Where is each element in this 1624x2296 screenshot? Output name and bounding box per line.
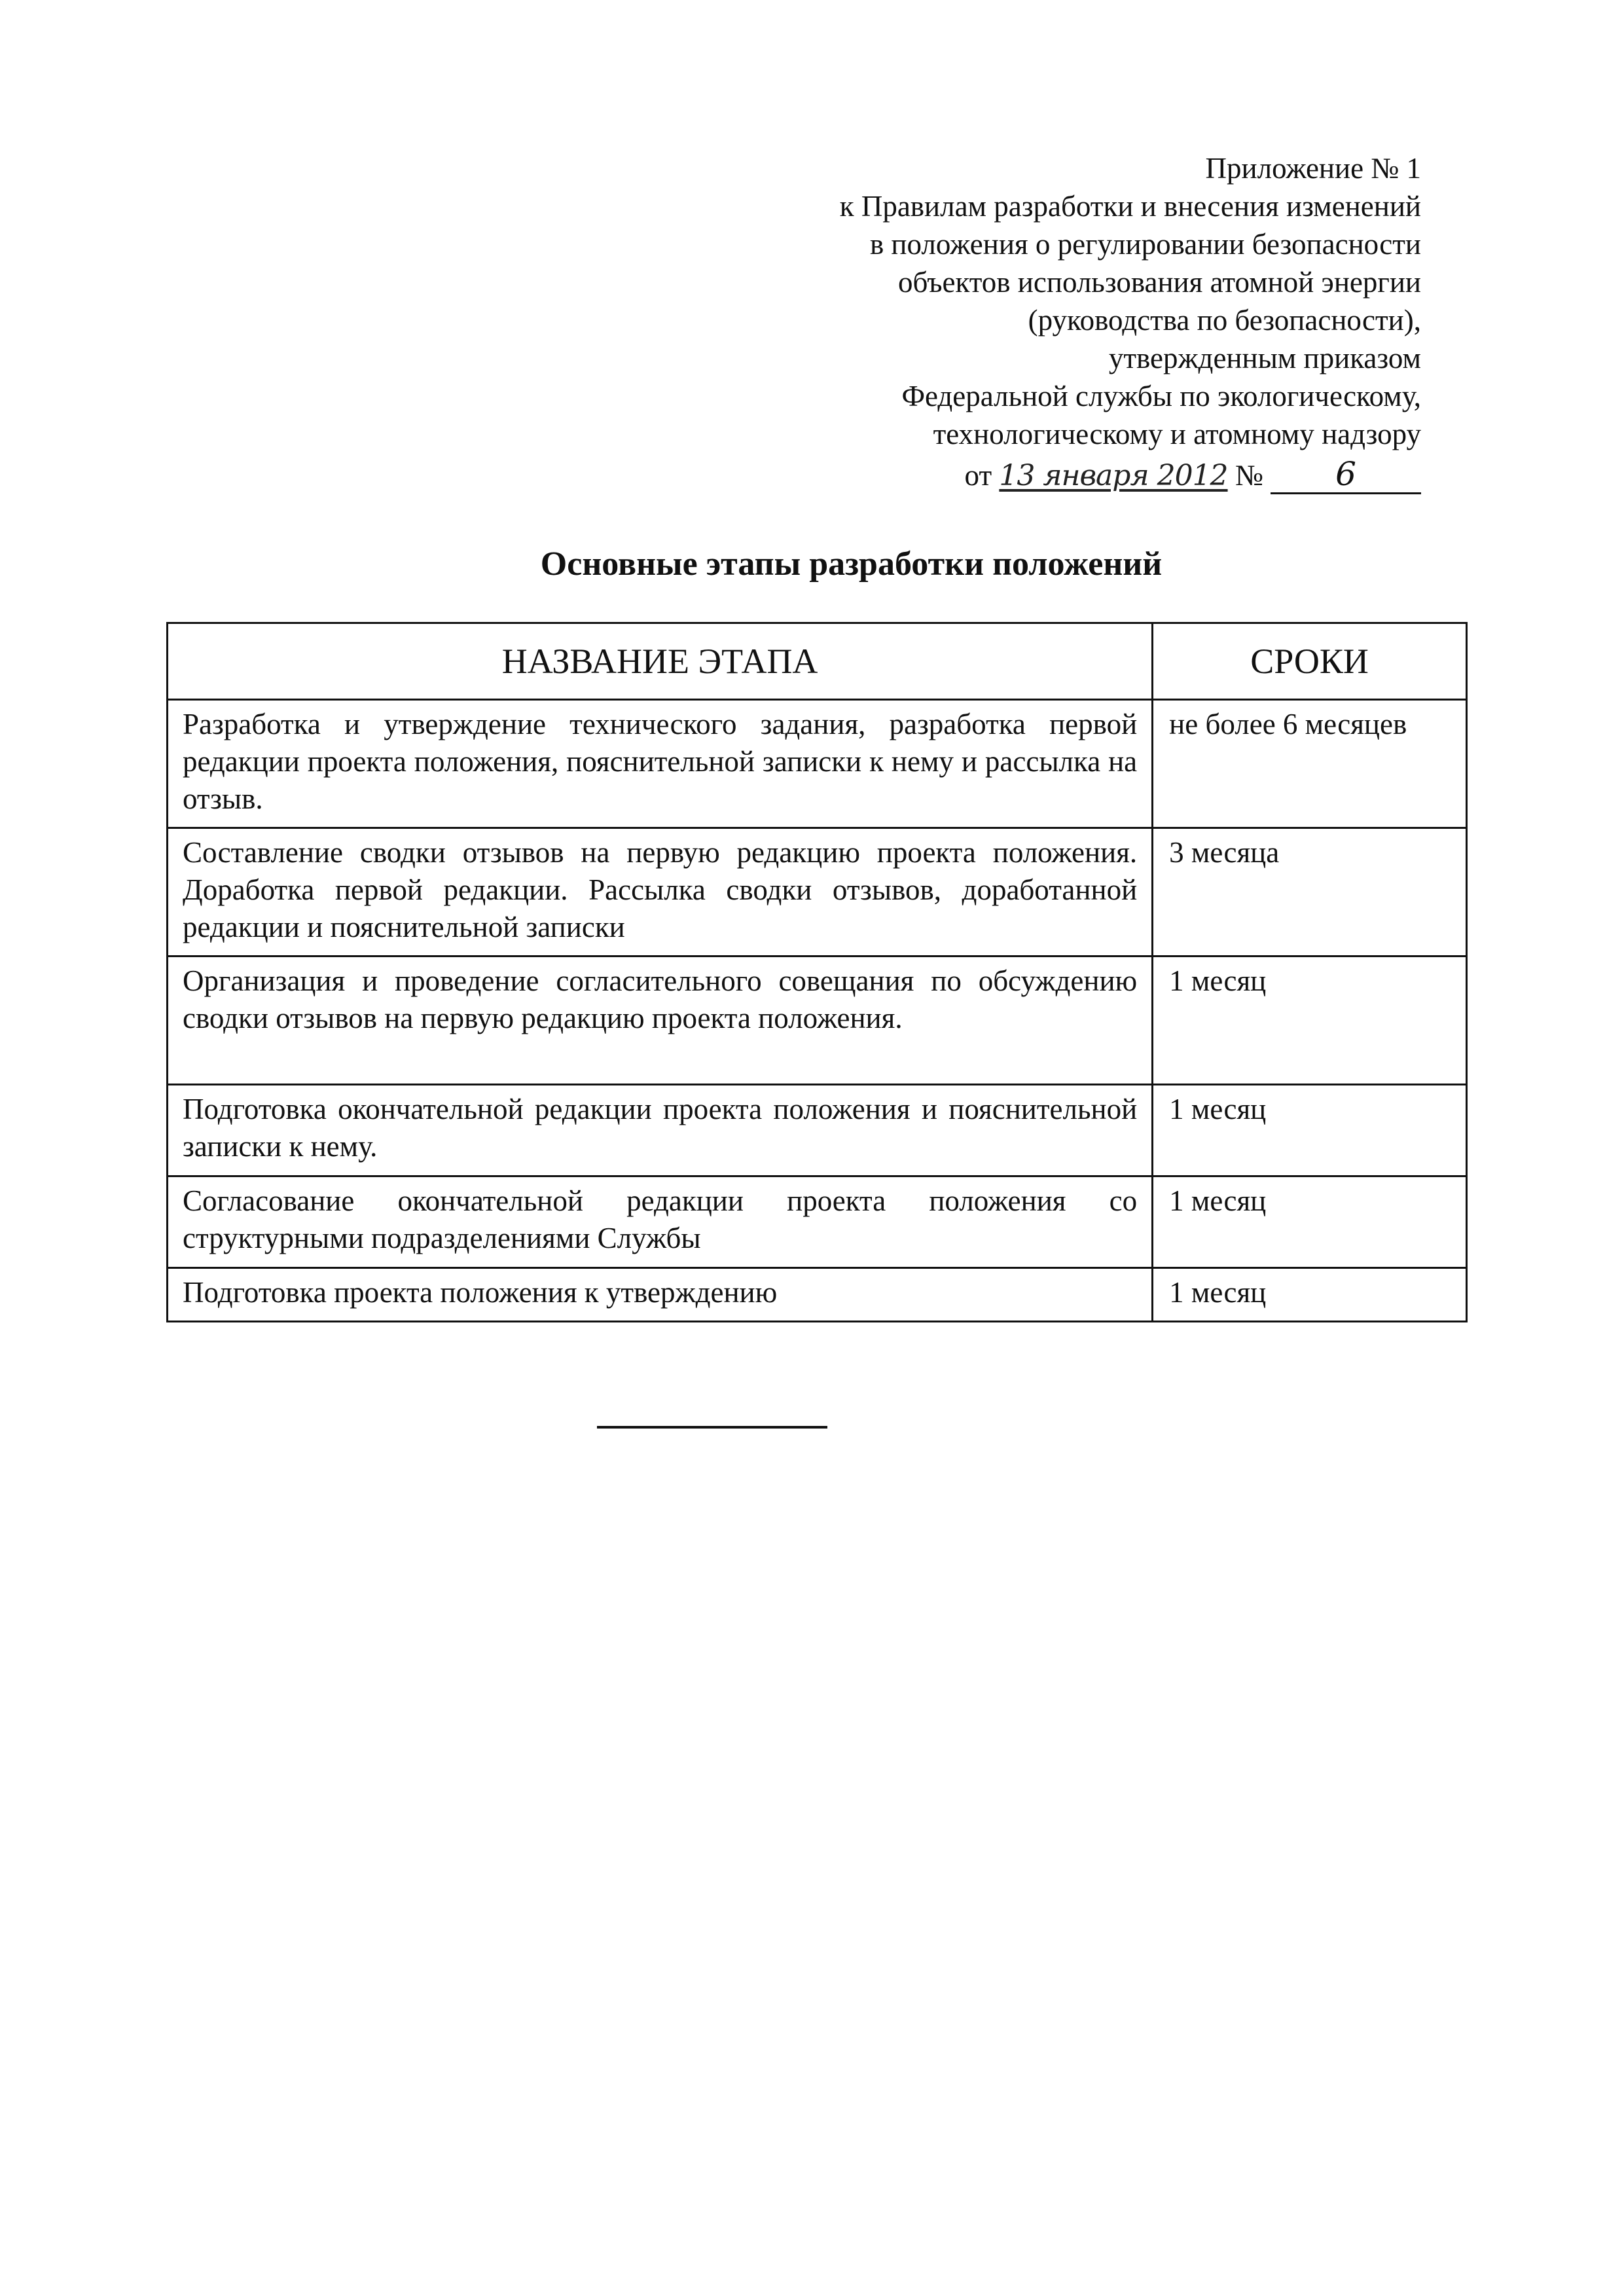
appendix-header <box>570 149 1421 495</box>
header-line-7: Федеральной службы по экологическому, <box>901 380 1421 412</box>
end-divider <box>597 1426 827 1429</box>
header-line-4: объектов использования атомной энергии <box>897 266 1421 299</box>
column-header-term: СРОКИ <box>1153 623 1467 700</box>
stage-name-cell: Согласование окончательной редакции проекта положения со структурными подразделениями Службы <box>168 1176 1153 1268</box>
header-line-1: Приложение № 1 <box>1205 152 1421 185</box>
stage-term-cell: 1 месяц <box>1153 1268 1467 1322</box>
date-prefix: от <box>964 459 992 492</box>
column-header-stage: НАЗВАНИЕ ЭТАПА <box>168 623 1153 700</box>
document-title: Основные этапы разработки положений <box>540 545 1163 583</box>
table-row <box>168 828 1467 957</box>
header-line-2: к Правилам разработки и внесения изменений <box>839 190 1421 223</box>
stage-name-cell: Организация и проведение согласительного совещания по обсуждению сводки отзывов на первую редакцию проекта положения. <box>168 957 1153 1085</box>
stage-term-cell: 1 месяц <box>1153 1176 1467 1268</box>
stage-term-cell: 1 месяц <box>1153 957 1467 1085</box>
order-date-line <box>570 456 1421 495</box>
stages-table <box>166 622 1468 1322</box>
handwritten-number: 6 <box>1271 456 1421 494</box>
stage-term-cell: не более 6 месяцев <box>1153 700 1467 828</box>
table-header-row <box>168 623 1467 700</box>
table-row <box>168 1176 1467 1268</box>
stage-name-cell: Составление сводки отзывов на первую редакцию проекта положения. Доработка первой редакции. Рассылка сводки отзывов, доработанной редакции и пояснительной записки <box>168 828 1153 957</box>
handwritten-date: 13 января 2012 <box>999 459 1228 492</box>
header-line-3: в положения о регулировании безопасности <box>869 228 1421 261</box>
header-line-5: (руководства по безопасности), <box>1028 304 1421 337</box>
table-row <box>168 1085 1467 1176</box>
number-sign: № <box>1235 459 1263 492</box>
header-line-6: утвержденным приказом <box>1108 342 1421 374</box>
table-row <box>168 957 1467 1085</box>
stage-name-cell: Разработка и утверждение технического задания, разработка первой редакции проекта положения, пояснительной записки к нему и рассылка на отзыв. <box>168 700 1153 828</box>
stage-term-cell: 1 месяц <box>1153 1085 1467 1176</box>
table-row <box>168 700 1467 828</box>
header-line-8: технологическому и атомному надзору <box>933 418 1421 450</box>
stage-name-cell: Подготовка окончательной редакции проекта положения и пояснительной записки к нему. <box>168 1085 1153 1176</box>
table-row <box>168 1268 1467 1322</box>
stage-term-cell: 3 месяца <box>1153 828 1467 957</box>
stage-name-cell: Подготовка проекта положения к утверждению <box>168 1268 1153 1322</box>
